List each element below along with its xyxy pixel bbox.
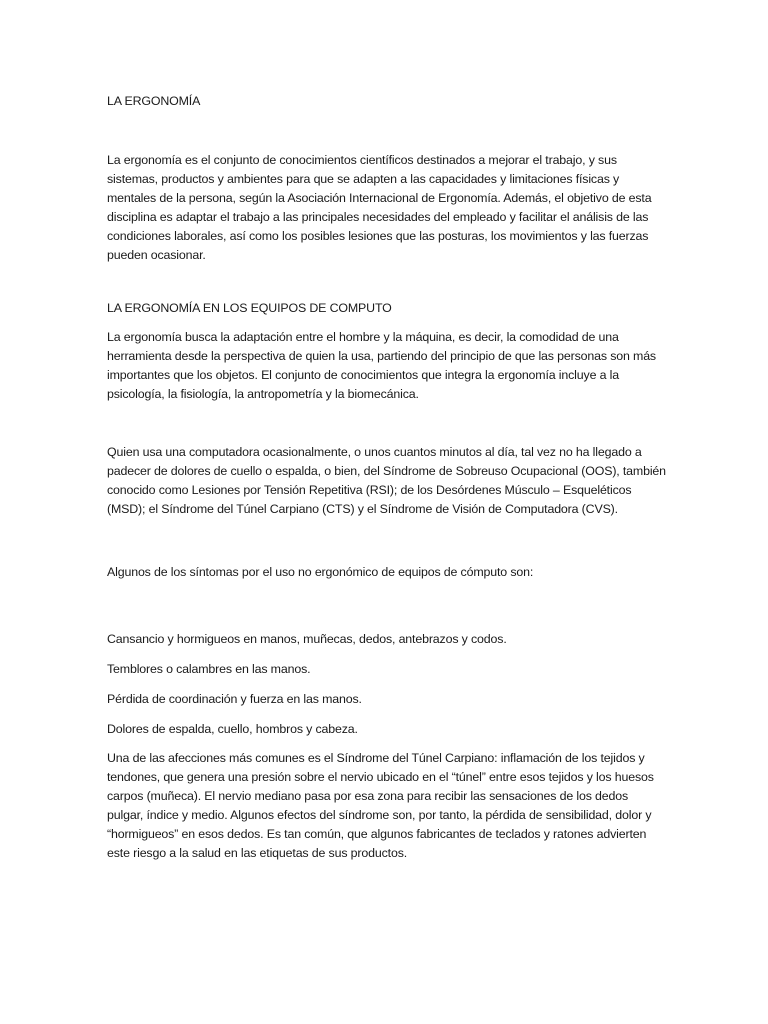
closing-paragraph: Una de las afecciones más comunes es el Síndrome del Túnel Carpiano: inflamación de los tejidos y tendones, que genera una presión sobre el nervio ubicado en el “túnel” entre esos tejidos y los huesos carpos (muñeca). El nervio mediano pasa por esa zona para recibir las sensaciones de los dedos pulgar, índice y medio. Algunos efectos del síndrome son, por tanto, la pérdida de sensibilidad, dolor y “hormigueos” en esos dedos. Es tan común, que algunos fabricantes de teclados y ratones advierten este riesgo a la salud en las etiquetas de sus productos.: [107, 751, 654, 860]
section-paragraph-1: La ergonomía busca la adaptación entre el hombre y la máquina, es decir, la comodidad de una herramienta desde la perspectiva de quien la usa, partiendo del principio de que las personas son más importantes que los objetos. El conjunto de conocimientos que integra la ergonomía incluye a la psicología, la fisiología, la antropometría y la biomecánica.: [107, 330, 656, 401]
symptom-item: Pérdida de coordinación y fuerza en las manos.: [107, 692, 362, 706]
symptom-item: Temblores o calambres en las manos.: [107, 662, 311, 676]
section-paragraph-2: Quien usa una computadora ocasionalmente, o unos cuantos minutos al día, tal vez no ha llegado a padecer de dolores de cuello o espalda, o bien, del Síndrome de Sobreuso Ocupacional (OOS), también conocido como Lesiones por Tensión Repetitiva (RSI); de los Desórdenes Músculo – Esqueléticos (MSD); el Síndrome del Túnel Carpiano (CTS) y el Síndrome de Visión de Computadora (CVS).: [107, 445, 666, 516]
symptom-item: Dolores de espalda, cuello, hombros y cabeza.: [107, 722, 358, 736]
intro-paragraph: La ergonomía es el conjunto de conocimientos científicos destinados a mejorar el trabajo, y sus sistemas, productos y ambientes para que se adapten a las capacidades y limitaciones físicas y mentales de la persona, según la Asociación Internacional de Ergonomía. Además, el objetivo de esta disciplina es adaptar el trabajo a las principales necesidades del empleado y facilitar el análisis de las condiciones laborales, así como los posibles lesiones que las posturas, los movimientos y las fuerzas pueden ocasionar.: [107, 153, 652, 262]
document-title: LA ERGONOMÍA: [107, 94, 201, 108]
symptoms-intro: Algunos de los síntomas por el uso no ergonómico de equipos de cómputo son:: [107, 565, 534, 579]
document-page: [107, 92, 667, 863]
section-heading: LA ERGONOMÍA EN LOS EQUIPOS DE COMPUTO: [107, 301, 392, 315]
symptom-item: Cansancio y hormigueos en manos, muñecas, dedos, antebrazos y codos.: [107, 632, 507, 646]
